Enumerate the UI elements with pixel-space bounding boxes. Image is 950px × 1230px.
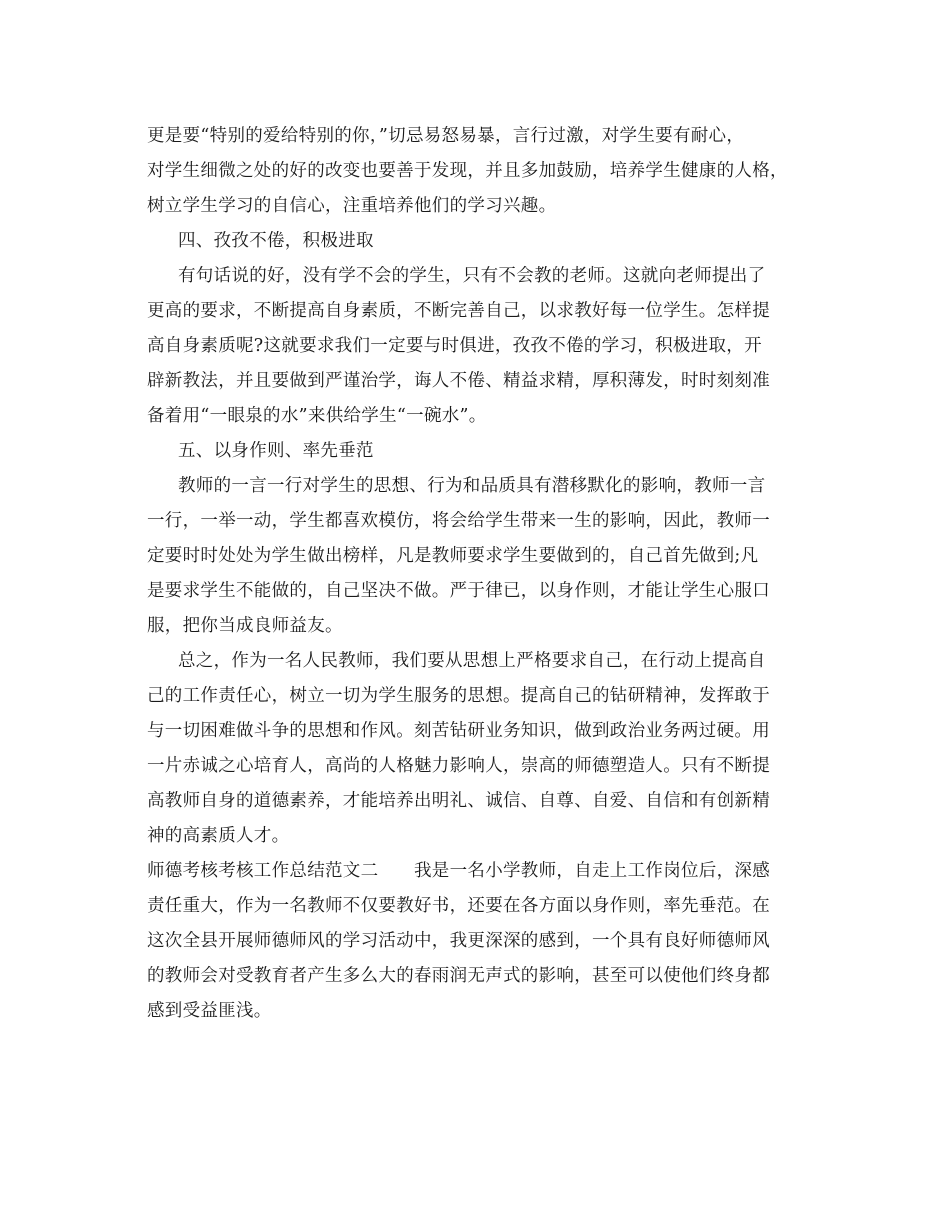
text-line: 有句话说的好，没有学不会的学生，只有不会教的老师。这就向老师提出了	[178, 266, 766, 286]
text-line: 更是要“特别的爱给特别的你，”切忌易怒易暴，言行过激，对学生要有耐心，	[147, 126, 745, 146]
text-line: 神的高素质人才。	[147, 826, 290, 846]
text-line: 责任重大，作为一名教师不仅要教好书，还要在各方面以身作则，率先垂范。在	[147, 896, 770, 916]
text-line: 对学生细微之处的好的改变也要善于发现，并且多加鼓励，培养学生健康的人格，	[147, 161, 788, 181]
text-line: 高自身素质呢?这就要求我们一定要与时俱进，孜孜不倦的学习，积极进取，开	[147, 336, 762, 356]
text-line: 定要时时处处为学生做出榜样，凡是教师要求学生要做到的，自己首先做到;凡	[147, 546, 759, 566]
text-line: 树立学生学习的自信心，注重培养他们的学习兴趣。	[147, 196, 557, 216]
text-line: 与一切困难做斗争的思想和作风。刻苦钻研业务知识，做到政治业务两过硬。用	[147, 721, 770, 741]
text-line: 服，把你当成良师益友。	[147, 616, 343, 636]
section-heading: 五、以身作则、率先垂范	[178, 441, 374, 461]
text-line: 一片赤诚之心培育人，高尚的人格魅力影响人，崇高的师德塑造人。只有不断提	[147, 756, 770, 776]
section-heading: 四、孜孜不倦，积极进取	[178, 231, 374, 251]
text-line: 教师的一言一行对学生的思想、行为和品质具有潜移默化的影响，教师一言	[178, 476, 766, 496]
text-line: 一行，一举一动，学生都喜欢模仿，将会给学生带来一生的影响，因此，教师一	[147, 511, 770, 531]
text-line: 是要求学生不能做的，自己坚决不做。严于律已，以身作则，才能让学生心服口	[147, 581, 770, 601]
text-line: 的教师会对受教育者产生多么大的春雨润无声式的影响，甚至可以使他们终身都	[147, 966, 770, 986]
text-line: 备着用“一眼泉的水”来供给学生“一碗水”。	[147, 406, 487, 426]
text-line: 总之，作为一名人民教师，我们要从思想上严格要求自己，在行动上提高自	[178, 651, 766, 671]
text-line: 己的工作责任心，树立一切为学生服务的思想。提高自己的钻研精神，发挥敢于	[147, 686, 770, 706]
text-line: 高教师自身的道德素养，才能培养出明礼、诚信、自尊、自爱、自信和有创新精	[147, 791, 770, 811]
text-line: 这次全县开展师德师风的学习活动中，我更深深的感到，一个具有良好师德师风	[147, 931, 770, 951]
text-line: 辟新教法，并且要做到严谨治学，诲人不倦、精益求精，厚积薄发，时时刻刻准	[147, 371, 770, 391]
text-line: 感到受益匪浅。	[147, 1001, 272, 1021]
text-line: 更高的要求，不断提高自身素质，不断完善自己，以求教好每一位学生。怎样提	[147, 301, 770, 321]
text-line: 师德考核考核工作总结范文二 我是一名小学教师，自走上工作岗位后，深感	[147, 861, 770, 881]
